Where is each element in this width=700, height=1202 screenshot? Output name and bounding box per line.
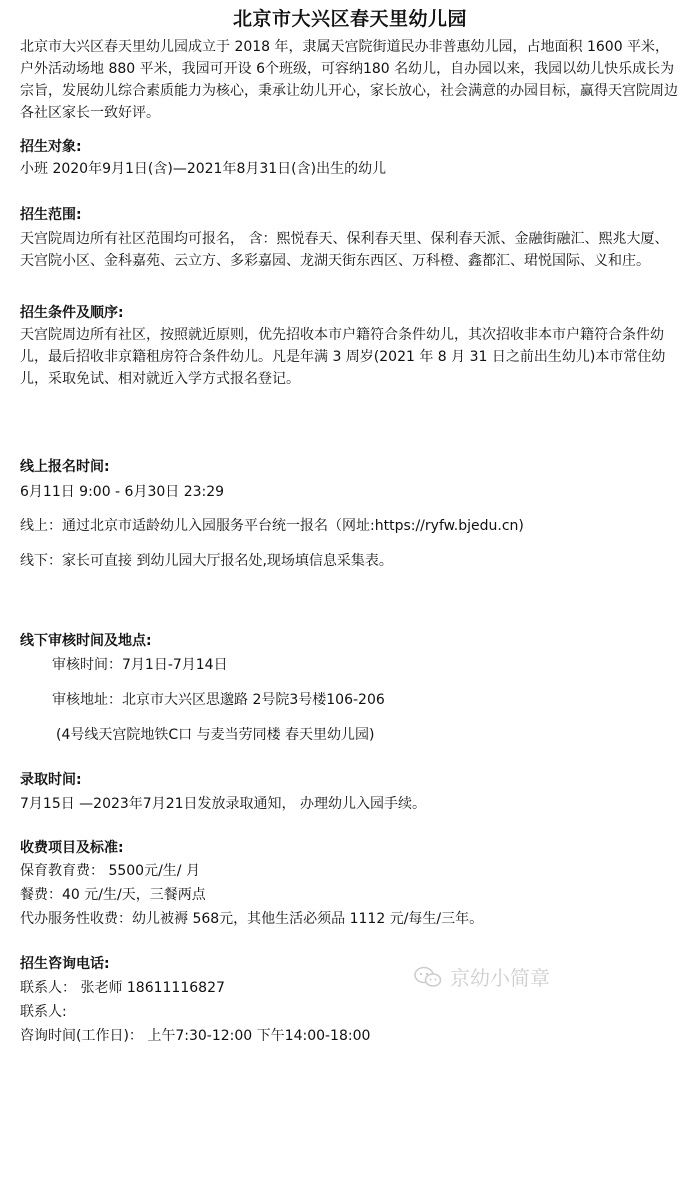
target-heading: 招生对象:	[20, 139, 82, 155]
conditions-heading: 招生条件及顺序:	[20, 305, 124, 321]
target-text: 小班 2020年9月1日(含)—2021年8月31日(含)出生的幼儿	[20, 161, 387, 177]
intro-paragraph: 北京市大兴区春天里幼儿园成立于 2018 年，隶属天宫院街道民办非普惠幼儿园，占地面积 1600 平米，户外活动场地 880 平米，我园可开设 6个班级，可容纳180 名幼儿，自办园以来，我园以幼儿快乐成长为宗旨，发展幼儿综合素质能力为核心，秉承让幼儿开心，家长放心，社会满意的办园目标，赢得天宫院周边各社区家长一致好评。	[20, 39, 678, 121]
fee-item: 代办服务性收费：幼儿被褥 568元，其他生活必须品 1112 元/每生/三年。	[20, 911, 484, 927]
scope-text: 天宫院周边所有社区范围均可报名， 含：熙悦春天、保利春天里、保利春天派、金融街融汇、熙兆大厦、天宫院小区、金科嘉苑、云立方、多彩嘉园、龙湖天街东西区、万科橙、鑫都汇、珺悦国际、义和庄。	[20, 231, 669, 269]
review-note: (4号线天宫院地铁C口 与麦当劳同楼 春天里幼儿园)	[56, 727, 375, 743]
watermark	[414, 962, 550, 991]
watermark-text: 京幼小简章	[450, 966, 550, 990]
page-title: 北京市大兴区春天里幼儿园	[232, 8, 467, 30]
contact-hours: 咨询时间(工作日)： 上午7:30-12:00 下午14:00-18:00	[20, 1028, 371, 1044]
fees-heading: 收费项目及标准:	[20, 840, 124, 856]
online-heading: 线上报名时间:	[20, 459, 110, 475]
admission-text: 7月15日 —2023年7月21日发放录取通知， 办理幼儿入园手续。	[20, 796, 426, 812]
offline-method: 线下：家长可直接 到幼儿园大厅报名处,现场填信息采集表。	[20, 553, 393, 569]
contact-person-2: 联系人:	[20, 1004, 67, 1020]
fee-item: 餐费：40 元/生/天，三餐两点	[20, 887, 206, 903]
scope-heading: 招生范围:	[20, 207, 82, 223]
admission-heading: 录取时间:	[20, 772, 82, 788]
fee-item: 保育教育费： 5500元/生/ 月	[20, 863, 200, 879]
review-heading: 线下审核时间及地点:	[20, 633, 152, 649]
contact-heading: 招生咨询电话:	[20, 956, 110, 972]
online-time: 6月11日 9:00 - 6月30日 23:29	[20, 484, 225, 500]
contact-person-1: 联系人： 张老师 18611116827	[20, 980, 225, 996]
review-address: 审核地址：北京市大兴区思邈路 2号院3号楼106-206	[52, 692, 385, 708]
review-time: 审核时间：7月1日-7月14日	[52, 657, 228, 673]
wechat-icon	[414, 966, 442, 988]
online-method: 线上：通过北京市适龄幼儿入园服务平台统一报名（网址:https://ryfw.bjedu.cn)	[20, 518, 524, 534]
conditions-text: 天宫院周边所有社区，按照就近原则，优先招收本市户籍符合条件幼儿，其次招收非本市户籍符合条件幼儿，最后招收非京籍租房符合条件幼儿。凡是年满 3 周岁(2021 年 8 月 31 日之前出生幼儿)本市常住幼儿，采取免试、相对就近入学方式报名登记。	[20, 327, 666, 387]
